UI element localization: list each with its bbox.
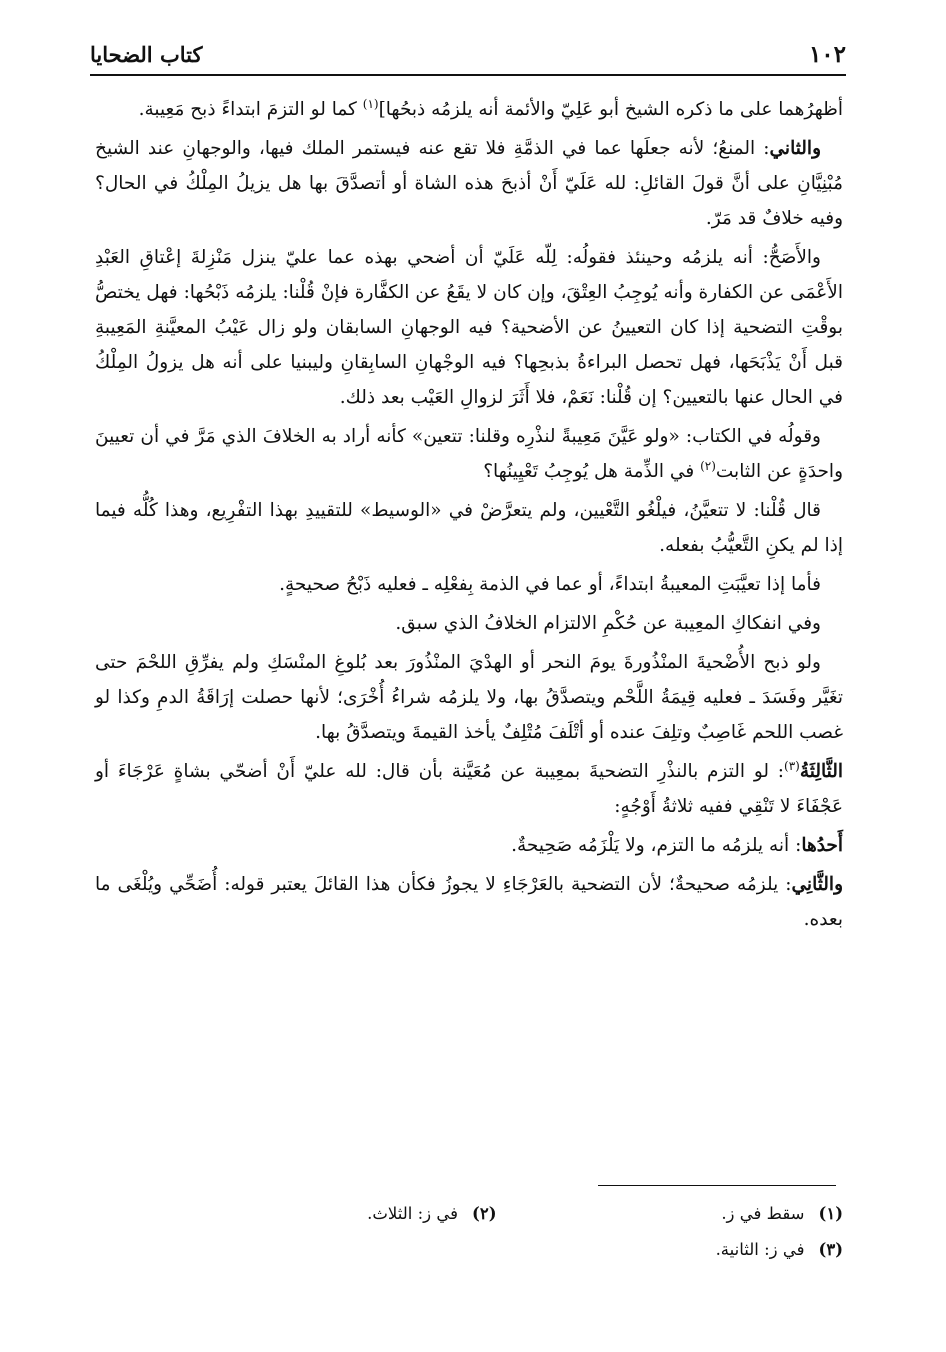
footnote-ref: (٣) bbox=[784, 758, 800, 773]
footnote bbox=[497, 1196, 844, 1232]
footnote bbox=[497, 1232, 844, 1268]
paragraph-text: فأما إذا تعيَّبَتِ المعيبةُ ابتداءً، أو عما في الذمة بِفعْلِه ـ فعليه ذَبْحُ صحيحةٍ. bbox=[279, 574, 821, 595]
paragraph-text: أظهرُهما على ما ذكره الشيخ أبو عَلِيّ والأئمة أنه يلزمُه ذبحُها] bbox=[378, 99, 843, 120]
paragraph-text: : أنه يلزمُه ما التزم، ولا يَلْزَمُه صَحِيحةٌ. bbox=[511, 835, 802, 856]
paragraph-lead: الثَّالِثَةُ bbox=[799, 761, 843, 782]
paragraph bbox=[95, 92, 843, 127]
paragraph bbox=[95, 567, 843, 602]
main-text bbox=[95, 92, 843, 941]
paragraph bbox=[95, 867, 843, 937]
paragraph-text: : المنعُ؛ لأنه جعلَها عما في الذمَّةِ فلا تقع عنه فيستمر الملك فيها، والوجهانِ عند الشيخ مُبْنِيَّانِ على أنَّ قولَ القائلِ: لله عَلَيّ أَنْ أذبحَ هذه الشاة أو أتصدَّقَ بها هل يزيلُ المِلْكُ في الحال؟ وفيه خلافٌ قد مَرّ. bbox=[95, 138, 843, 229]
footnote-row bbox=[150, 1232, 843, 1268]
footnote-divider bbox=[598, 1185, 836, 1186]
paragraph-text: : لو التزم بالنذْرِ التضحيةَ بمعِيبة عن مُعَيَّنة بأن قال: لله عليّ أَنْ أضحّي بشاةٍ عَرْجَاءَ أو عَجْفَاءَ لا تَنْقِي ففيه ثلاثةُ أَوْجُهٍ: bbox=[95, 761, 843, 817]
running-title: كتاب الضحايا bbox=[90, 41, 203, 67]
footnote bbox=[150, 1196, 497, 1232]
paragraph-lead: والثاني bbox=[769, 138, 821, 159]
footnotes bbox=[150, 1196, 843, 1268]
paragraph bbox=[95, 240, 843, 415]
paragraph-text: كما لو التزمَ ابتداءً ذبح مَعِيبة. bbox=[138, 99, 363, 120]
paragraph bbox=[95, 828, 843, 863]
paragraph-lead: أَحدُها bbox=[801, 835, 843, 856]
paragraph-text: وقولُه في الكتاب: «ولو عَيَّنَ مَعِيبةً لنذْرِه وقلنا: تتعين» كأنه أراد به الخلافَ الذي مَرَّ في أن تعيينَ واحدَةٍ عن الثابت bbox=[95, 426, 843, 482]
paragraph-text: : يلزمُه صحيحةٌ؛ لأن التضحية بالعَرْجَاءِ لا يجوزُ فكأن هذا القائلَ يعتبر قوله: أُضَحِّي ويُلْغَى ما بعده. bbox=[95, 874, 843, 930]
footnote-text: سقط في ز. bbox=[721, 1204, 805, 1223]
paragraph-text: ولو ذبح الأُضْحيةَ المنْذُورةَ يومَ النحر أو الهدْيَ المنْذُورَ بعد بُلوغِ المنْسَكِ ولم يفرِّقِ اللحْمَ حتى تغَيَّر وفَسَدَ ـ فعليه قِيمَةُ اللَّحْم ويتصدَّقُ بها، ولا يلزمُه شراءُ أُخْرَى؛ لأنها حصلت إرَاقَةُ الدمِ وكذا لو غصب اللحم غَاصِبٌ وتلِفَ عنده أو أتْلَفَ مُتْلِفٌ يأخذ القيمةَ ويتصدَّقُ بها. bbox=[95, 652, 843, 743]
footnote-ref: (١) bbox=[362, 96, 379, 111]
paragraph bbox=[95, 645, 843, 750]
paragraph-lead: والثَّانِي bbox=[791, 874, 843, 895]
footnote-ref: (٢) bbox=[700, 458, 716, 473]
page-number: ١٠٢ bbox=[808, 40, 846, 68]
footnote-text: في ز: الثلاث. bbox=[367, 1204, 458, 1223]
paragraph bbox=[95, 606, 843, 641]
paragraph bbox=[95, 493, 843, 563]
footnote-mark: (٣) bbox=[818, 1240, 843, 1259]
page-header bbox=[90, 34, 846, 76]
paragraph-text: والأَصَحُّ: أنه يلزمُه وحينئذ فقولُه: لِلّه عَلَيّ أن أضحي بهذه عما عليّ ينزل مَنْزِلةَ إعْتاقِ العَبْدِ الأَعْمَى عن الكفارة وأنه يُوجِبُ العِتْقَ، وإن كان لا يقَعُ عن الكفَّارة فإنْ قُلْنا: يلزمُه ذَبْحُها: فهل يختصُّ بوقْتِ التضحية إذا كان التعيينُ عن الأضحية؟ فيه الوجهانِ السابقان ولو زال عَيْبُ المعيَّنةِ المَعِيبةِ قبل أَنْ يَذْبَحَها، فهل تحصل البراءةُ بذبحِها؟ فيه الوجْهانِ السابِقانِ وليبنيا على أنه هل يزولُ المِلْكُ في الحال عنها بالتعيين؟ إن قُلْنا: نَعَمْ، فلا أَثَرَ لزوالِ العَيْب بعد ذلك. bbox=[95, 247, 843, 408]
footnote-mark: (١) bbox=[818, 1204, 843, 1223]
footnote-row bbox=[150, 1196, 843, 1232]
paragraph-text: وفي انفكاكِ المعِيبة عن حُكْمِ الالتزام الخلافُ الذي سبق. bbox=[395, 613, 821, 634]
paragraph bbox=[95, 419, 843, 489]
paragraph bbox=[95, 131, 843, 236]
footnote-text: في ز: الثانية. bbox=[715, 1240, 805, 1259]
footnote-mark: (٢) bbox=[472, 1204, 497, 1223]
paragraph-text: قال قُلْنا: لا تتعيَّنُ، فيلْغُو التَّعْيين، ولم يتعرَّضْ في «الوسيط» للتقييدِ بهذا التفْرِيع، وهذا كُلُّه فيما إذا لم يكنِ التَّعيُّبُ بفعله. bbox=[95, 500, 843, 556]
paragraph bbox=[95, 754, 843, 824]
paragraph-text: في الذِّمة هل يُوجِبُ تَعْيِينُها؟ bbox=[483, 461, 701, 482]
